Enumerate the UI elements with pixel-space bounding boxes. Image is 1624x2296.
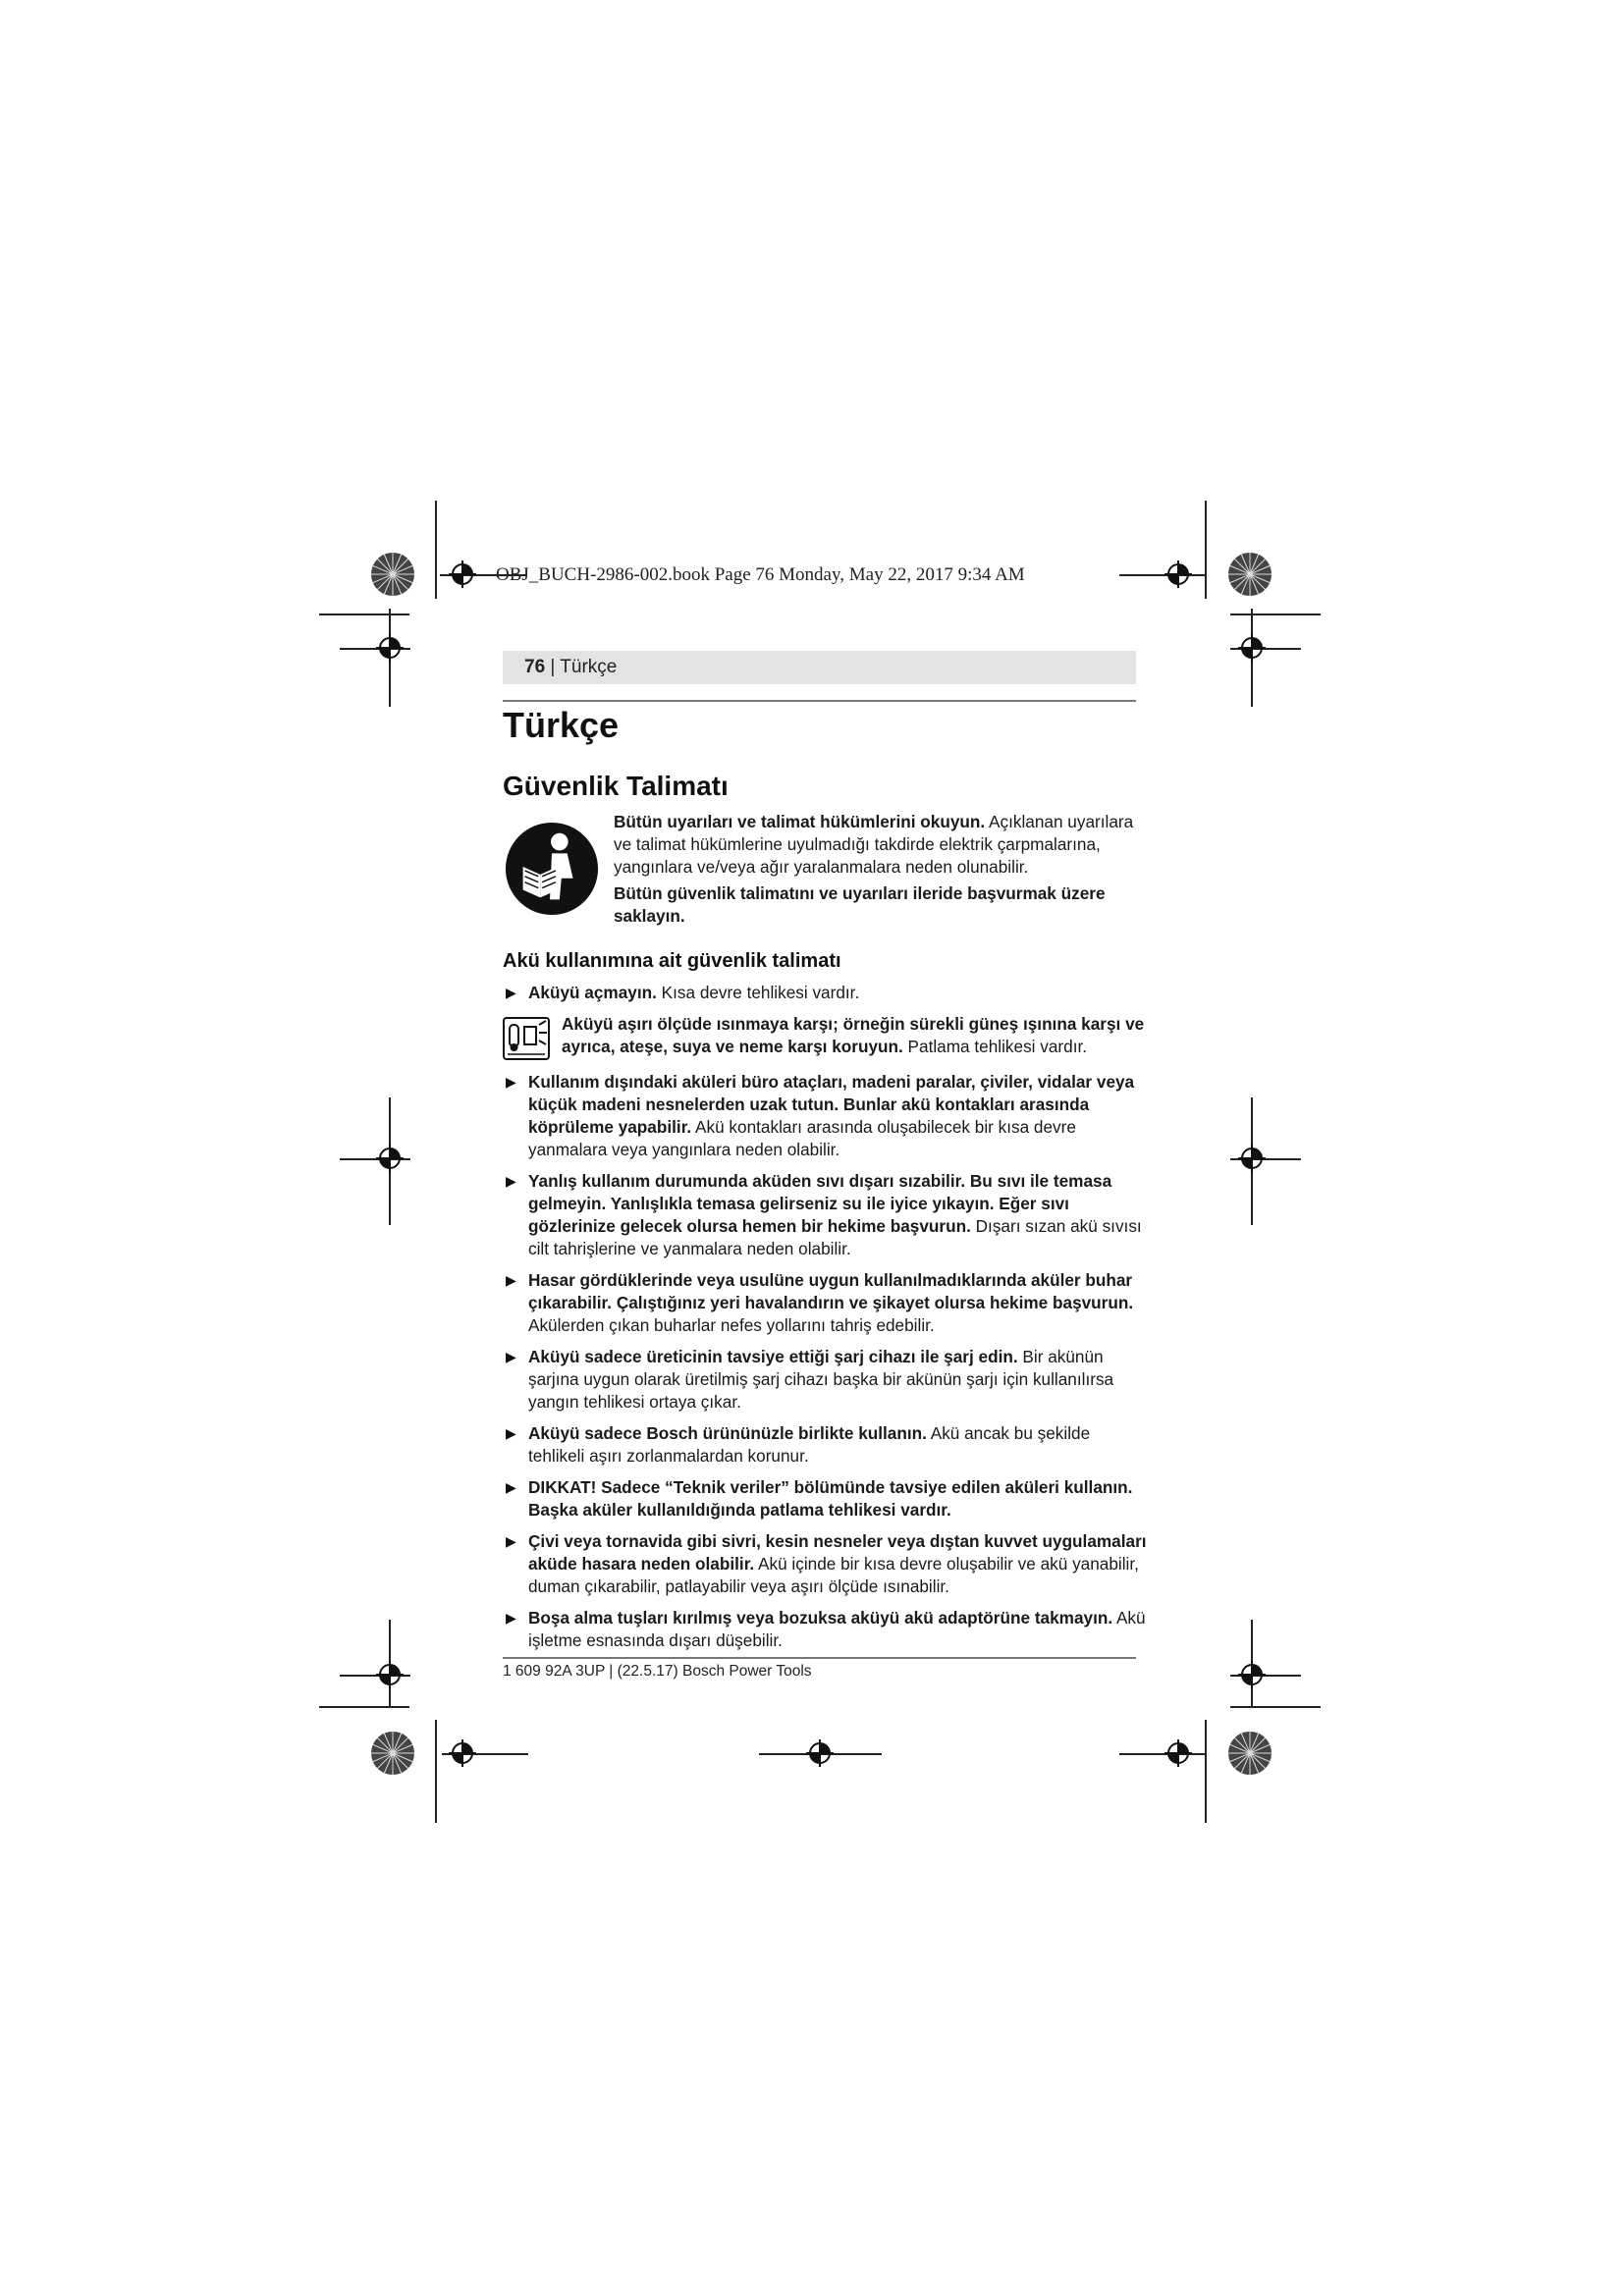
- intro-text: [614, 811, 1136, 932]
- intro-bold-1: Bütün uyarıları ve talimat hükümlerini okuyun.: [614, 812, 986, 831]
- bullet-arrow-icon: ▶: [506, 1610, 516, 1626]
- list-item: ▶ Aküyü sadece Bosch ürününüzle birlikte kullanın. Akü ancak bu şekilde tehlikeli aşırı zorlanmalardan korunur.: [506, 1423, 1091, 1466]
- registration-mark-icon: [806, 1739, 834, 1767]
- list-item: ▶ Aküyü sadece üreticinin tavsiye ettiği şarj cihazı ile şarj edin. Bir akünün şarjına uygun olarak üretilmiş şarj cihazı başka bir akünün şarjı için kullanılırsa yangın tehlikesi ortaya çıkar.: [506, 1347, 1114, 1412]
- list-item: ▶ Yanlış kullanım durumunda aküden sıvı dışarı sızabilir. Bu sıvı ile temasa gelmeyin. Yanlışlıkla temasa gelirseniz su ile iyice yıkayın. Eğer sıvı gözlerinize gelecek olursa hemen bir hekime başvurun. Dışarı sızan akü sıvısı cilt tahrişlerine ve yanmalara neden olabilir.: [506, 1171, 1142, 1258]
- registration-mark-icon: [376, 634, 404, 662]
- rosette-mark-icon: [1227, 552, 1272, 597]
- footer-rule: [503, 1657, 1136, 1659]
- read-manual-icon: [504, 821, 600, 917]
- registration-mark-icon: [1164, 1739, 1192, 1767]
- bullet-arrow-icon: ▶: [506, 1349, 516, 1364]
- registration-mark-icon: [376, 1661, 404, 1688]
- book-file-header: OBJ_BUCH-2986-002.book Page 76 Monday, May 22, 2017 9:34 AM: [496, 564, 1025, 585]
- list-item: ▶ Çivi veya tornavida gibi sivri, kesin nesneler veya dıştan kuvvet uygulamaları aküde hasara neden olabilir. Akü içinde bir kısa devre oluşabilir ve akü yanabilir, duman çıkarabilir, patlayabilir veya aşırı ölçüde ısınabilir.: [506, 1531, 1147, 1596]
- list-item: ▶ DIKKAT! Sadece “Teknik veriler” bölümünde tavsiye edilen aküleri kullanın. Başka aküler kullanıldığında patlama tehlikesi vardır.: [506, 1477, 1133, 1520]
- page-footer: 1 609 92A 3UP | (22.5.17) Bosch Power Tools: [503, 1663, 812, 1680]
- page-header-bar: [503, 651, 1136, 684]
- bullet-arrow-icon: ▶: [506, 1173, 516, 1189]
- rosette-mark-icon: [1227, 1731, 1272, 1776]
- safety-items-list: [503, 982, 1151, 1661]
- registration-mark-icon: [1238, 1661, 1266, 1688]
- bullet-arrow-icon: ▶: [506, 1425, 516, 1441]
- bullet-arrow-icon: ▶: [506, 1272, 516, 1288]
- page-number: 76: [524, 657, 546, 677]
- heat-warning-icon: [503, 1017, 550, 1060]
- battery-safety-heading: Akü kullanımına ait güvenlik talimatı: [503, 950, 841, 972]
- section-title: Güvenlik Talimatı: [503, 771, 729, 801]
- registration-mark-icon: [1238, 1145, 1266, 1172]
- bullet-arrow-icon: ▶: [506, 1479, 516, 1495]
- bullet-arrow-icon: ▶: [506, 1074, 516, 1090]
- page-title: Türkçe: [503, 705, 620, 745]
- registration-mark-icon: [1164, 561, 1192, 588]
- intro-bold-2: Bütün güvenlik talimatını ve uyarıları ileride başvurmak üzere saklayın.: [614, 883, 1106, 926]
- bullet-arrow-icon: ▶: [506, 1533, 516, 1549]
- header-rule: [503, 700, 1136, 702]
- list-item: ▶ Hasar gördüklerinde veya usulüne uygun kullanılmadıklarında aküler buhar çıkarabilir. Çalıştığınız yeri havalandırın ve şikayet olursa hekime başvurun. Akülerden çıkan buharlar nefes yollarını tahriş edebilir.: [506, 1270, 1134, 1335]
- rosette-mark-icon: [370, 552, 415, 597]
- registration-mark-icon: [376, 1145, 404, 1172]
- bullet-arrow-icon: ▶: [506, 985, 516, 1000]
- list-item: Aküyü aşırı ölçüde ısınmaya karşı; örneğin sürekli güneş ışınına karşı ve ayrıca, ateşe, suya ve neme karşı koruyun. Patlama tehlikesi vardır.: [503, 1013, 1151, 1062]
- registration-mark-icon: [449, 1739, 476, 1767]
- registration-mark-icon: [1238, 634, 1266, 662]
- registration-mark-icon: [449, 561, 476, 588]
- list-item: ▶ Aküyü açmayın. Kısa devre tehlikesi vardır.: [506, 983, 860, 1002]
- intro-text-1: Açıklanan uyarılara ve talimat hükümlerine uyulmadığı takdirde elektrik çarpmalarına, yangınlara ve/veya ağır yaralanmalara neden olunabilir.: [614, 812, 1134, 877]
- rosette-mark-icon: [370, 1731, 415, 1776]
- list-item: ▶ Kullanım dışındaki aküleri büro ataçları, madeni paralar, çiviler, vidalar veya küçük madeni nesnelerden uzak tutun. Bunlar akü kontakları arasında köprüleme yapabilir. Akü kontakları arasında oluşabilecek bir kısa devre yanmalara veya yangınlara neden olabilir.: [506, 1072, 1135, 1159]
- page-separator: |: [545, 657, 561, 677]
- list-item: ▶ Boşa alma tuşları kırılmış veya bozuksa aküyü akü adaptörüne takmayın. Akü işletme esnasında dışarı düşebilir.: [506, 1608, 1146, 1650]
- page-section: Türkçe: [560, 657, 618, 677]
